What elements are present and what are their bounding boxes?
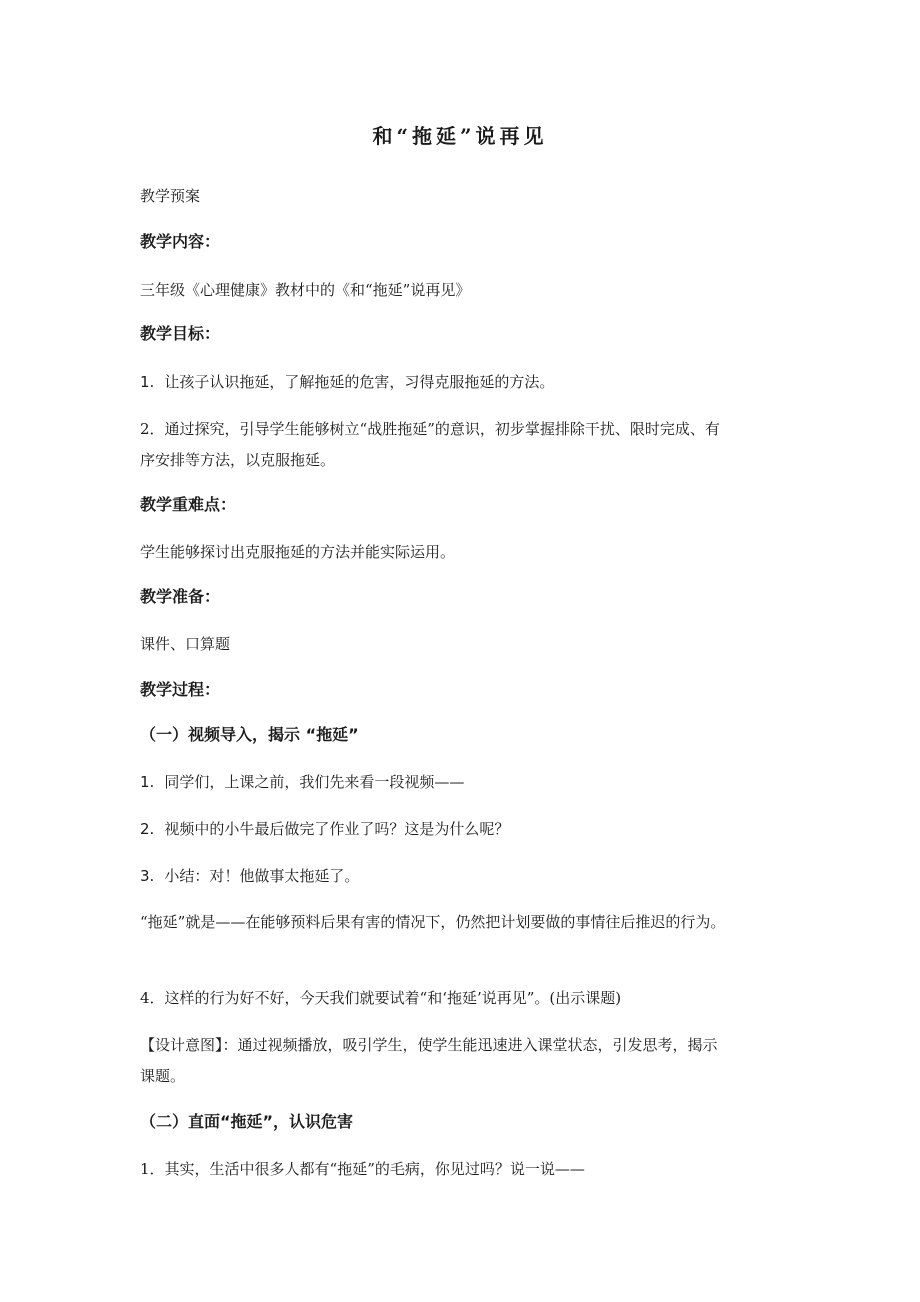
design-intent-line-1: 【设计意图】：通过视频播放，吸引学生，使学生能迅速进入课堂状态，引发思考，揭示	[140, 1036, 718, 1054]
part1-heading: （一）视频导入，揭示 “拖延”	[140, 725, 359, 744]
prep-heading: 教学准备：	[140, 587, 221, 606]
goal-item-1-number: 1.	[140, 373, 155, 391]
document-subtitle: 教学预案	[140, 187, 201, 205]
goal-item-2-line-2: 序安排等方法，以克服拖延。	[140, 451, 336, 469]
part1-item-1-number: 1.	[140, 773, 155, 791]
part1-item-3-text: 小结：对！他做事太拖延了。	[164, 867, 360, 885]
goal-item-2-line-1: 2．通过探究，引导学生能够树立“战胜拖延”的意识，初步掌握排除干扰、限时完成、有	[140, 420, 720, 438]
key-points-text: 学生能够探讨出克服拖延的方法并能实际运用。	[140, 543, 456, 561]
document-title: 和“拖延”说再见	[372, 124, 548, 148]
definition-text: “拖延”就是——在能够预料后果有害的情况下，仍然把计划要做的事情往后推迟的行为。	[140, 913, 726, 931]
content-text: 三年级《心理健康》教材中的《和“拖延”说再见》	[140, 281, 471, 299]
key-points-heading: 教学重难点：	[140, 495, 237, 514]
part1-item-3	[140, 864, 359, 888]
part1-item-2-number: 2.	[140, 820, 155, 838]
process-heading: 教学过程：	[140, 680, 221, 699]
part1-item-2	[140, 817, 509, 841]
content-heading: 教学内容：	[140, 232, 221, 251]
goal-item-1-text: 让孩子认识拖延，了解拖延的危害，习得克服拖延的方法。	[164, 373, 555, 391]
prep-text: 课件、口算题	[140, 635, 231, 653]
part1-item-1	[140, 770, 464, 794]
goal-item-1	[140, 370, 554, 394]
part1-item-3-number: 3.	[140, 867, 155, 885]
part1-item-1-text: 同学们，上课之前，我们先来看一段视频——	[164, 773, 465, 791]
part1-item-4: 4．这样的行为好不好，今天我们就要试着“和‘拖延’说再见”。(出示课题)	[140, 989, 622, 1007]
design-intent-line-2: 课题。	[140, 1067, 186, 1085]
part2-item-1: 1．其实，生活中很多人都有“拖延”的毛病，你见过吗？说一说——	[140, 1160, 585, 1178]
part2-heading: （二）直面“拖延”，认识危害	[140, 1112, 354, 1131]
part1-item-2-text: 视频中的小牛最后做完了作业了吗？这是为什么呢？	[164, 820, 510, 838]
goals-heading: 教学目标：	[140, 324, 221, 343]
